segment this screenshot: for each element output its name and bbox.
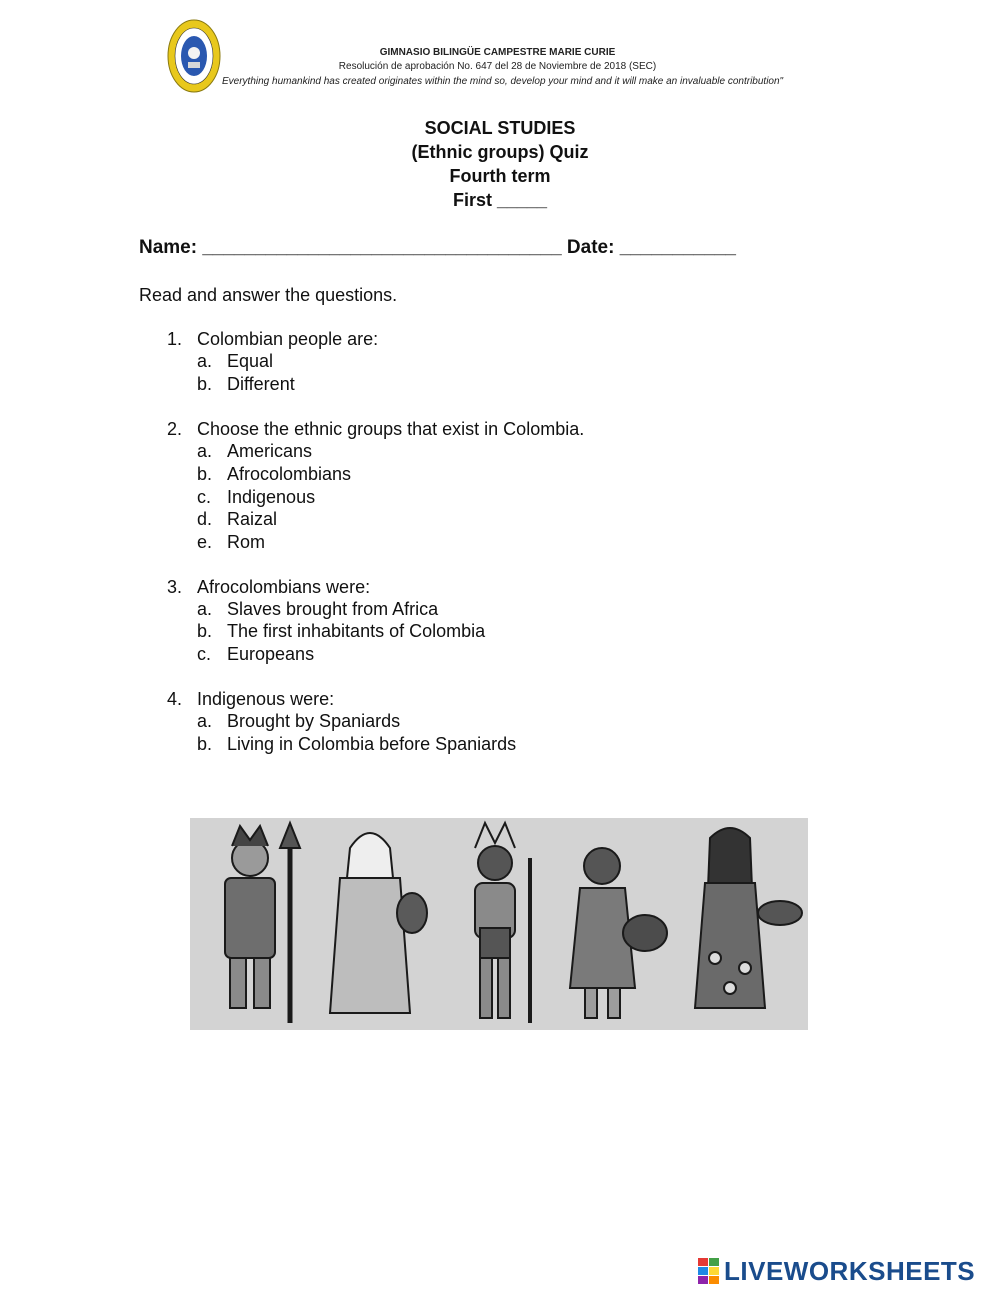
option-text: Raizal — [227, 509, 278, 529]
resolution-text: Resolución de aprobación No. 647 del 28 de Noviembre de 2018 (SEC) — [338, 61, 657, 72]
date-label: Date: — [566, 237, 615, 258]
quiz-title: (Ethnic groups) Quiz — [411, 142, 589, 162]
grade-title: First _____ — [452, 190, 548, 210]
figure-afro-woman-icon — [570, 848, 667, 1018]
option-letter: b. — [197, 374, 213, 394]
name-label: Name: — [139, 237, 198, 258]
question-2-option-b[interactable] — [197, 464, 351, 485]
question-4 — [167, 689, 334, 710]
option-text: Rom — [227, 532, 266, 552]
question-3-option-c[interactable] — [197, 644, 314, 665]
figure-indigenous-woman-icon — [330, 833, 427, 1013]
option-text: Afrocolombians — [227, 464, 352, 484]
question-3 — [167, 577, 370, 598]
question-text: Choose the ethnic groups that exist in Colombia. — [197, 419, 585, 439]
option-letter: c. — [197, 644, 212, 664]
option-text: The first inhabitants of Colombia — [227, 621, 486, 641]
option-text: Slaves brought from Africa — [227, 599, 439, 619]
school-motto: Everything humankind has created originates within the mind so, develop your mind and it will make an invaluable contribution" — [222, 76, 784, 87]
term-title: Fourth term — [449, 166, 551, 186]
question-3-option-a[interactable] — [197, 599, 438, 620]
option-text: Europeans — [227, 644, 315, 664]
question-4-option-a[interactable] — [197, 711, 400, 732]
option-text: Different — [227, 374, 295, 394]
option-letter: a. — [197, 441, 213, 461]
question-number: 3. — [167, 577, 183, 597]
question-1-option-a[interactable] — [197, 351, 273, 372]
subject-title: SOCIAL STUDIES — [424, 118, 576, 138]
brand-text: LIVEWORKSHEETS — [724, 1255, 976, 1286]
figure-woman-with-basket-icon — [695, 828, 802, 1008]
option-letter: a. — [197, 711, 213, 731]
question-2 — [167, 419, 584, 440]
question-2-option-d[interactable] — [197, 509, 277, 530]
name-date-row — [139, 237, 736, 259]
option-letter: a. — [197, 351, 213, 371]
option-text: Indigenous — [227, 487, 316, 507]
question-number: 1. — [167, 329, 183, 349]
question-2-option-a[interactable] — [197, 441, 312, 462]
school-name: GIMNASIO BILINGÜE CAMPESTRE MARIE CURIE — [379, 47, 616, 58]
option-letter: a. — [197, 599, 213, 619]
question-text: Afrocolombians were: — [197, 577, 371, 597]
date-field[interactable]: ___________ — [619, 237, 736, 258]
school-logo — [166, 18, 222, 94]
question-2-option-e[interactable] — [197, 532, 265, 553]
option-letter: e. — [197, 532, 213, 552]
question-4-option-b[interactable] — [197, 734, 516, 755]
option-letter: d. — [197, 509, 213, 529]
liveworksheets-brand[interactable] — [698, 1257, 975, 1285]
question-3-option-b[interactable] — [197, 621, 485, 642]
figure-warrior-icon — [475, 823, 530, 1023]
question-1 — [167, 329, 378, 350]
question-1-option-b[interactable] — [197, 374, 295, 395]
option-letter: b. — [197, 464, 213, 484]
option-text: Living in Colombia before Spaniards — [227, 734, 517, 754]
option-text: Brought by Spaniards — [227, 711, 401, 731]
ethnic-groups-illustration — [190, 818, 808, 1030]
question-text: Indigenous were: — [197, 689, 335, 709]
question-number: 4. — [167, 689, 183, 709]
option-text: Americans — [227, 441, 313, 461]
question-2-option-c[interactable] — [197, 487, 315, 508]
instructions: Read and answer the questions. — [139, 285, 398, 305]
option-letter: b. — [197, 734, 213, 754]
option-text: Equal — [227, 351, 274, 371]
name-field[interactable]: __________________________________ — [202, 237, 562, 258]
question-text: Colombian people are: — [197, 329, 379, 349]
option-letter: c. — [197, 487, 212, 507]
option-letter: b. — [197, 621, 213, 641]
brand-logo-icon — [698, 1258, 720, 1284]
figure-indigenous-man-icon — [225, 823, 300, 1023]
question-number: 2. — [167, 419, 183, 439]
